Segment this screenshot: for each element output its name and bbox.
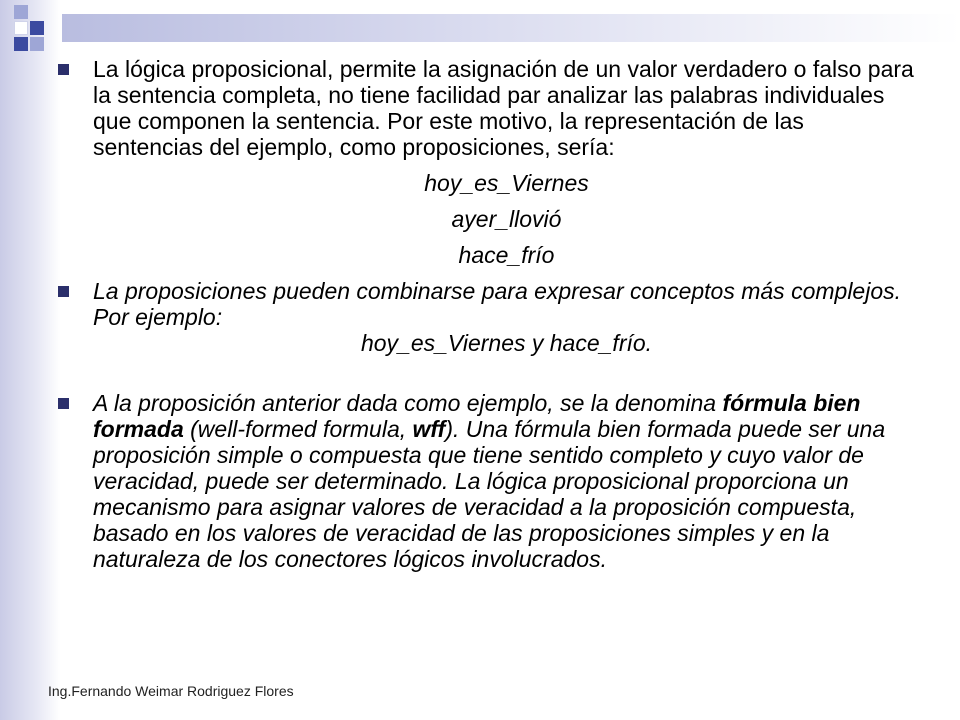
proposition: ayer_llovió [451, 206, 562, 232]
bold-term: fórmula bien formada [93, 390, 861, 442]
decor-square [30, 37, 44, 51]
decor-square [14, 5, 28, 19]
bullet-square-icon [58, 64, 69, 75]
text-span: ). Una fórmula bien formada puede ser una proposición simple o compuesta que tiene sentido completo y cuyo valor de veracidad, puede ser determinado. La lógica proposicional proporciona un mecanismo para asignar valores de veracidad a la proposición compuesta, basado en los valores de veracidad de las proposiciones simples y en la naturaleza de los conectores lógicos involucrados. [93, 416, 886, 572]
decor-square [14, 37, 28, 51]
bullet-item [58, 390, 920, 572]
bullet-item [58, 56, 920, 160]
text-span: A la proposición anterior dada como ejemplo, se la denomina [93, 390, 723, 416]
bullet-square-icon [58, 286, 69, 297]
example-formula: hoy_es_Viernes y hace_frío. [360, 330, 653, 356]
slide-content [58, 56, 920, 572]
side-gradient-decoration [0, 0, 60, 720]
bullet-text: La proposiciones pueden combinarse para expresar conceptos más complejos. Por ejemplo: [93, 278, 902, 330]
bold-term: wff [412, 416, 446, 442]
text-span: (well-formed formula, [183, 416, 413, 442]
decor-square [14, 21, 28, 35]
proposition: hace_frío [458, 242, 555, 268]
proposition: hoy_es_Viernes [424, 170, 589, 196]
decor-square [30, 21, 44, 35]
footer-author: Ing.Fernando Weimar Rodriguez Flores [48, 683, 294, 699]
bullet-square-icon [58, 398, 69, 409]
bullet-text: La lógica proposicional, permite la asignación de un valor verdadero o falso para la sentencia completa, no tiene facilidad par analizar las palabras individuales que componen la sentencia. Por este motivo, la representación de las sentencias del ejemplo, como proposiciones, sería: [93, 56, 914, 160]
bullet-text [93, 390, 920, 572]
top-gradient-bar [62, 14, 960, 42]
bullet-item [58, 278, 920, 330]
